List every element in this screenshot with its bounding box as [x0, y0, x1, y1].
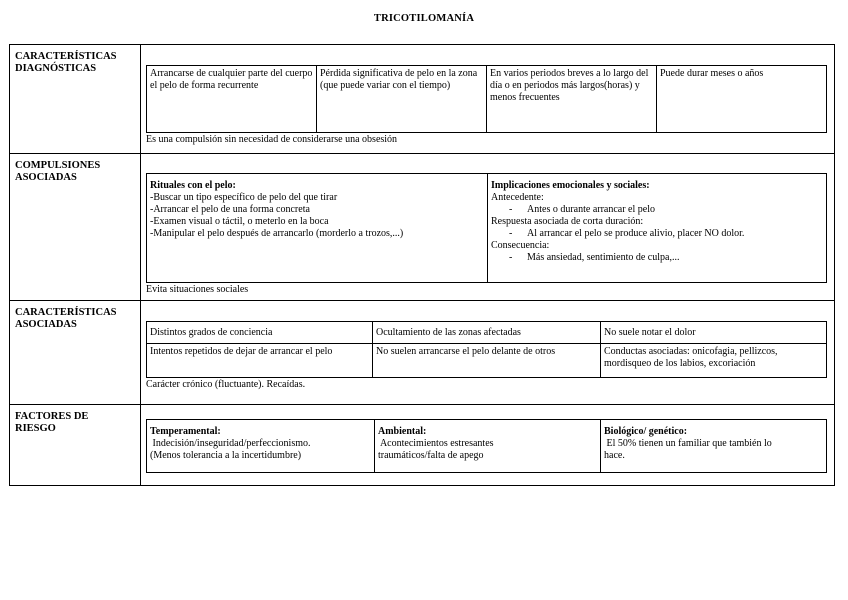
document-title: TRICOTILOMANÍA [373, 13, 475, 24]
associated-features-table [146, 321, 827, 378]
feature-cell: No suele notar el dolor [601, 322, 827, 344]
list-item: -Examen visual o táctil, o meterlo en la boca [150, 216, 329, 227]
response-label: Respuesta asociada de corta duración: [491, 216, 644, 227]
section-label: COMPULSIONES ASOCIADAS [10, 154, 141, 300]
consequence-label: Consecuencia: [491, 240, 550, 251]
rituals-heading: Rituales con el pelo: [150, 180, 236, 191]
temperamental-cell: Temperamental: Indecisión/inseguridad/perfeccionismo. (Menos tolerancia a la incertidumbre) [147, 420, 375, 473]
section-note: Es una compulsión sin necesidad de considerarse una obsesión [146, 134, 398, 145]
criteria-cell: Arrancarse de cualquier parte del cuerpo el pelo de forma recurrente [147, 66, 317, 133]
section-label: CARACTERÍSTICAS ASOCIADAS [10, 301, 141, 404]
section-note: Carácter crónico (fluctuante). Recaídas. [146, 379, 306, 390]
section-label: FACTORES DE RIESGO [10, 405, 141, 485]
section-label: CARACTERÍSTICAS DIAGNÓSTICAS [10, 45, 141, 153]
criteria-cell: Puede durar meses o años [657, 66, 827, 133]
section-asociadas [10, 301, 834, 405]
compulsions-table [146, 173, 827, 283]
feature-cell: Intentos repetidos de dejar de arrancar el pelo [147, 344, 373, 378]
criteria-cell: Pérdida significativa de pelo en la zona (que puede variar con el tiempo) [317, 66, 487, 133]
list-item: -Manipular el pelo después de arrancarlo (morderlo a trozos,...) [150, 228, 404, 239]
list-item: - Antes o durante arrancar el pelo [509, 204, 823, 216]
list-item: - Más ansiedad, sentimiento de culpa,... [509, 252, 823, 264]
antecedent-label: Antecedente: [491, 192, 544, 203]
implications-heading: Implicaciones emocionales y sociales: [491, 180, 650, 191]
main-table [9, 44, 835, 486]
biologico-cell: Biológico/ genético: El 50% tienen un familiar que también lo hace. [601, 420, 827, 473]
section-riesgo [10, 405, 834, 485]
list-item: -Arrancar el pelo de una forma concreta [150, 204, 310, 215]
list-item: -Buscar un tipo específico de pelo del que tirar [150, 192, 338, 203]
feature-cell: No suelen arrancarse el pelo delante de otros [373, 344, 601, 378]
risk-factors-table [146, 419, 827, 473]
feature-cell: Ocultamiento de las zonas afectadas [373, 322, 601, 344]
feature-cell: Distintos grados de conciencia [147, 322, 373, 344]
criteria-cell: En varios periodos breves a lo largo del día o en periodos más largos(horas) y menos frecuentes [487, 66, 657, 133]
ambiental-cell: Ambiental: Acontecimientos estresantes traumáticos/falta de apego [375, 420, 601, 473]
implications-cell [488, 174, 827, 283]
feature-cell: Conductas asociadas: onicofagia, pellizcos, mordisqueo de los labios, excoriación [601, 344, 827, 378]
diagnostic-criteria-table [146, 65, 827, 133]
section-diagnosticas [10, 45, 834, 154]
section-note: Evita situaciones sociales [146, 284, 249, 295]
section-compulsiones [10, 154, 834, 301]
list-item: - Al arrancar el pelo se produce alivio, placer NO dolor. [509, 228, 823, 240]
rituals-cell [147, 174, 488, 283]
